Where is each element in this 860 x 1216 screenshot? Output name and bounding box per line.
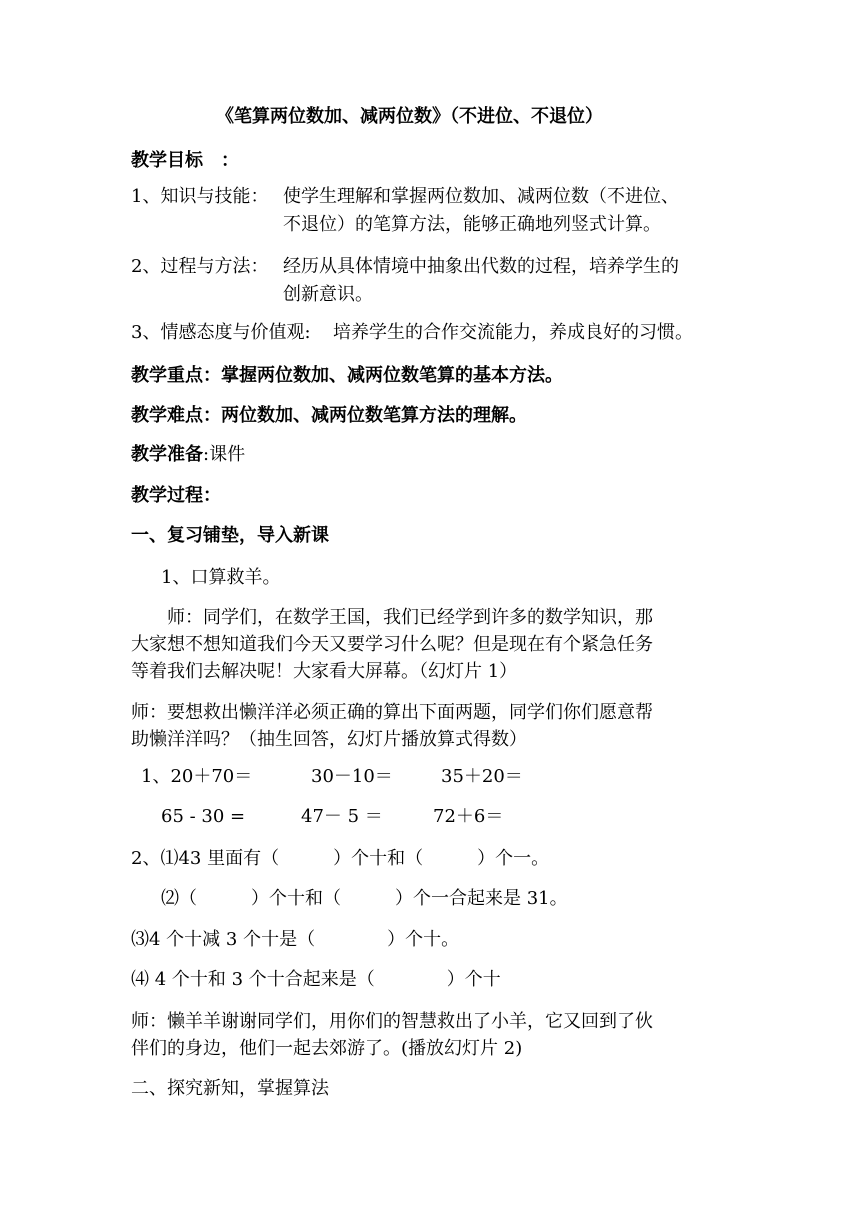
question-2-line-4: ⑷ 4 个十和 3 个十合起来是（ ）个十 <box>131 969 501 990</box>
paragraph-2-line-2: 助懒洋洋吗？（抽生回答，幻灯片播放算式得数） <box>131 729 527 750</box>
calc-1-2: 30－10＝ <box>311 766 393 787</box>
objective-1-label: 1、知识与技能： <box>131 186 269 207</box>
paragraph-2-line-1: 师：要想救出懒洋洋必须正确的算出下面两题，同学们你们愿意帮 <box>131 702 653 723</box>
preparation-label: 教学准备 <box>131 444 203 465</box>
paragraph-3-line-1: 师：懒羊羊谢谢同学们，用你们的智慧救出了小羊，它又回到了伙 <box>131 1011 653 1032</box>
objective-3-label: 3、情感态度与价值观: <box>131 322 311 343</box>
process-heading: 教学过程： <box>131 485 221 506</box>
section-1-heading: 一、复习铺垫，导入新课 <box>131 525 329 546</box>
objective-2-text-line2: 创新意识。 <box>283 284 373 305</box>
section-1-sub-1: 1、口算救羊。 <box>161 567 281 588</box>
question-2-line-1: 2、⑴43 里面有（ ）个十和（ ）个一。 <box>131 848 550 869</box>
objectives-heading: 教学目标 ： <box>131 150 239 171</box>
calc-2-2: 47－ 5 ＝ <box>301 806 383 827</box>
paragraph-1-line-3: 等着我们去解决呢！大家看大屏幕。（幻灯片 1） <box>131 661 518 682</box>
preparation-value: :课件 <box>203 444 246 465</box>
calc-1-3: 35＋20＝ <box>441 766 523 787</box>
lesson-title: 《笔算两位数加、减两位数》（不进位、不退位） <box>216 106 603 127</box>
objective-1-text-line1: 使学生理解和掌握两位数加、减两位数（不进位、 <box>283 186 679 207</box>
calc-row-1 <box>0 766 860 788</box>
section-2-heading: 二、探究新知，掌握算法 <box>131 1078 329 1099</box>
difficulty-point: 教学难点：两位数加、减两位数笔算方法的理解。 <box>131 405 527 426</box>
objective-3-text-line1: 培养学生的合作交流能力，养成良好的习惯。 <box>333 322 693 343</box>
objective-2-label: 2、过程与方法： <box>131 256 269 277</box>
key-point: 教学重点：掌握两位数加、减两位数笔算的基本方法。 <box>131 365 563 386</box>
objective-1-text-line2: 不退位）的笔算方法，能够正确地列竖式计算。 <box>283 214 661 235</box>
calc-2-1: 65 - 30 = <box>161 806 246 827</box>
calc-2-3: 72＋6＝ <box>433 806 504 827</box>
paragraph-1-line-1: 师：同学们，在数学王国，我们已经学到许多的数学知识，那 <box>131 607 653 628</box>
objective-2-text-line1: 经历从具体情境中抽象出代数的过程，培养学生的 <box>283 256 679 277</box>
calc-1-1: 1、20＋70＝ <box>141 766 253 787</box>
paragraph-1-line-2: 大家想不想知道我们今天又要学习什么呢？但是现在有个紧急任务 <box>131 634 653 655</box>
question-2-line-3: ⑶4 个十减 3 个十是（ ）个十。 <box>131 929 460 950</box>
paragraph-3-line-2: 伴们的身边，他们一起去郊游了。(播放幻灯片 2) <box>131 1038 523 1059</box>
calc-row-2 <box>0 806 860 828</box>
preparation <box>131 444 245 466</box>
question-2-line-2: ⑵（ ）个十和（ ）个一合起来是 31。 <box>161 888 568 909</box>
